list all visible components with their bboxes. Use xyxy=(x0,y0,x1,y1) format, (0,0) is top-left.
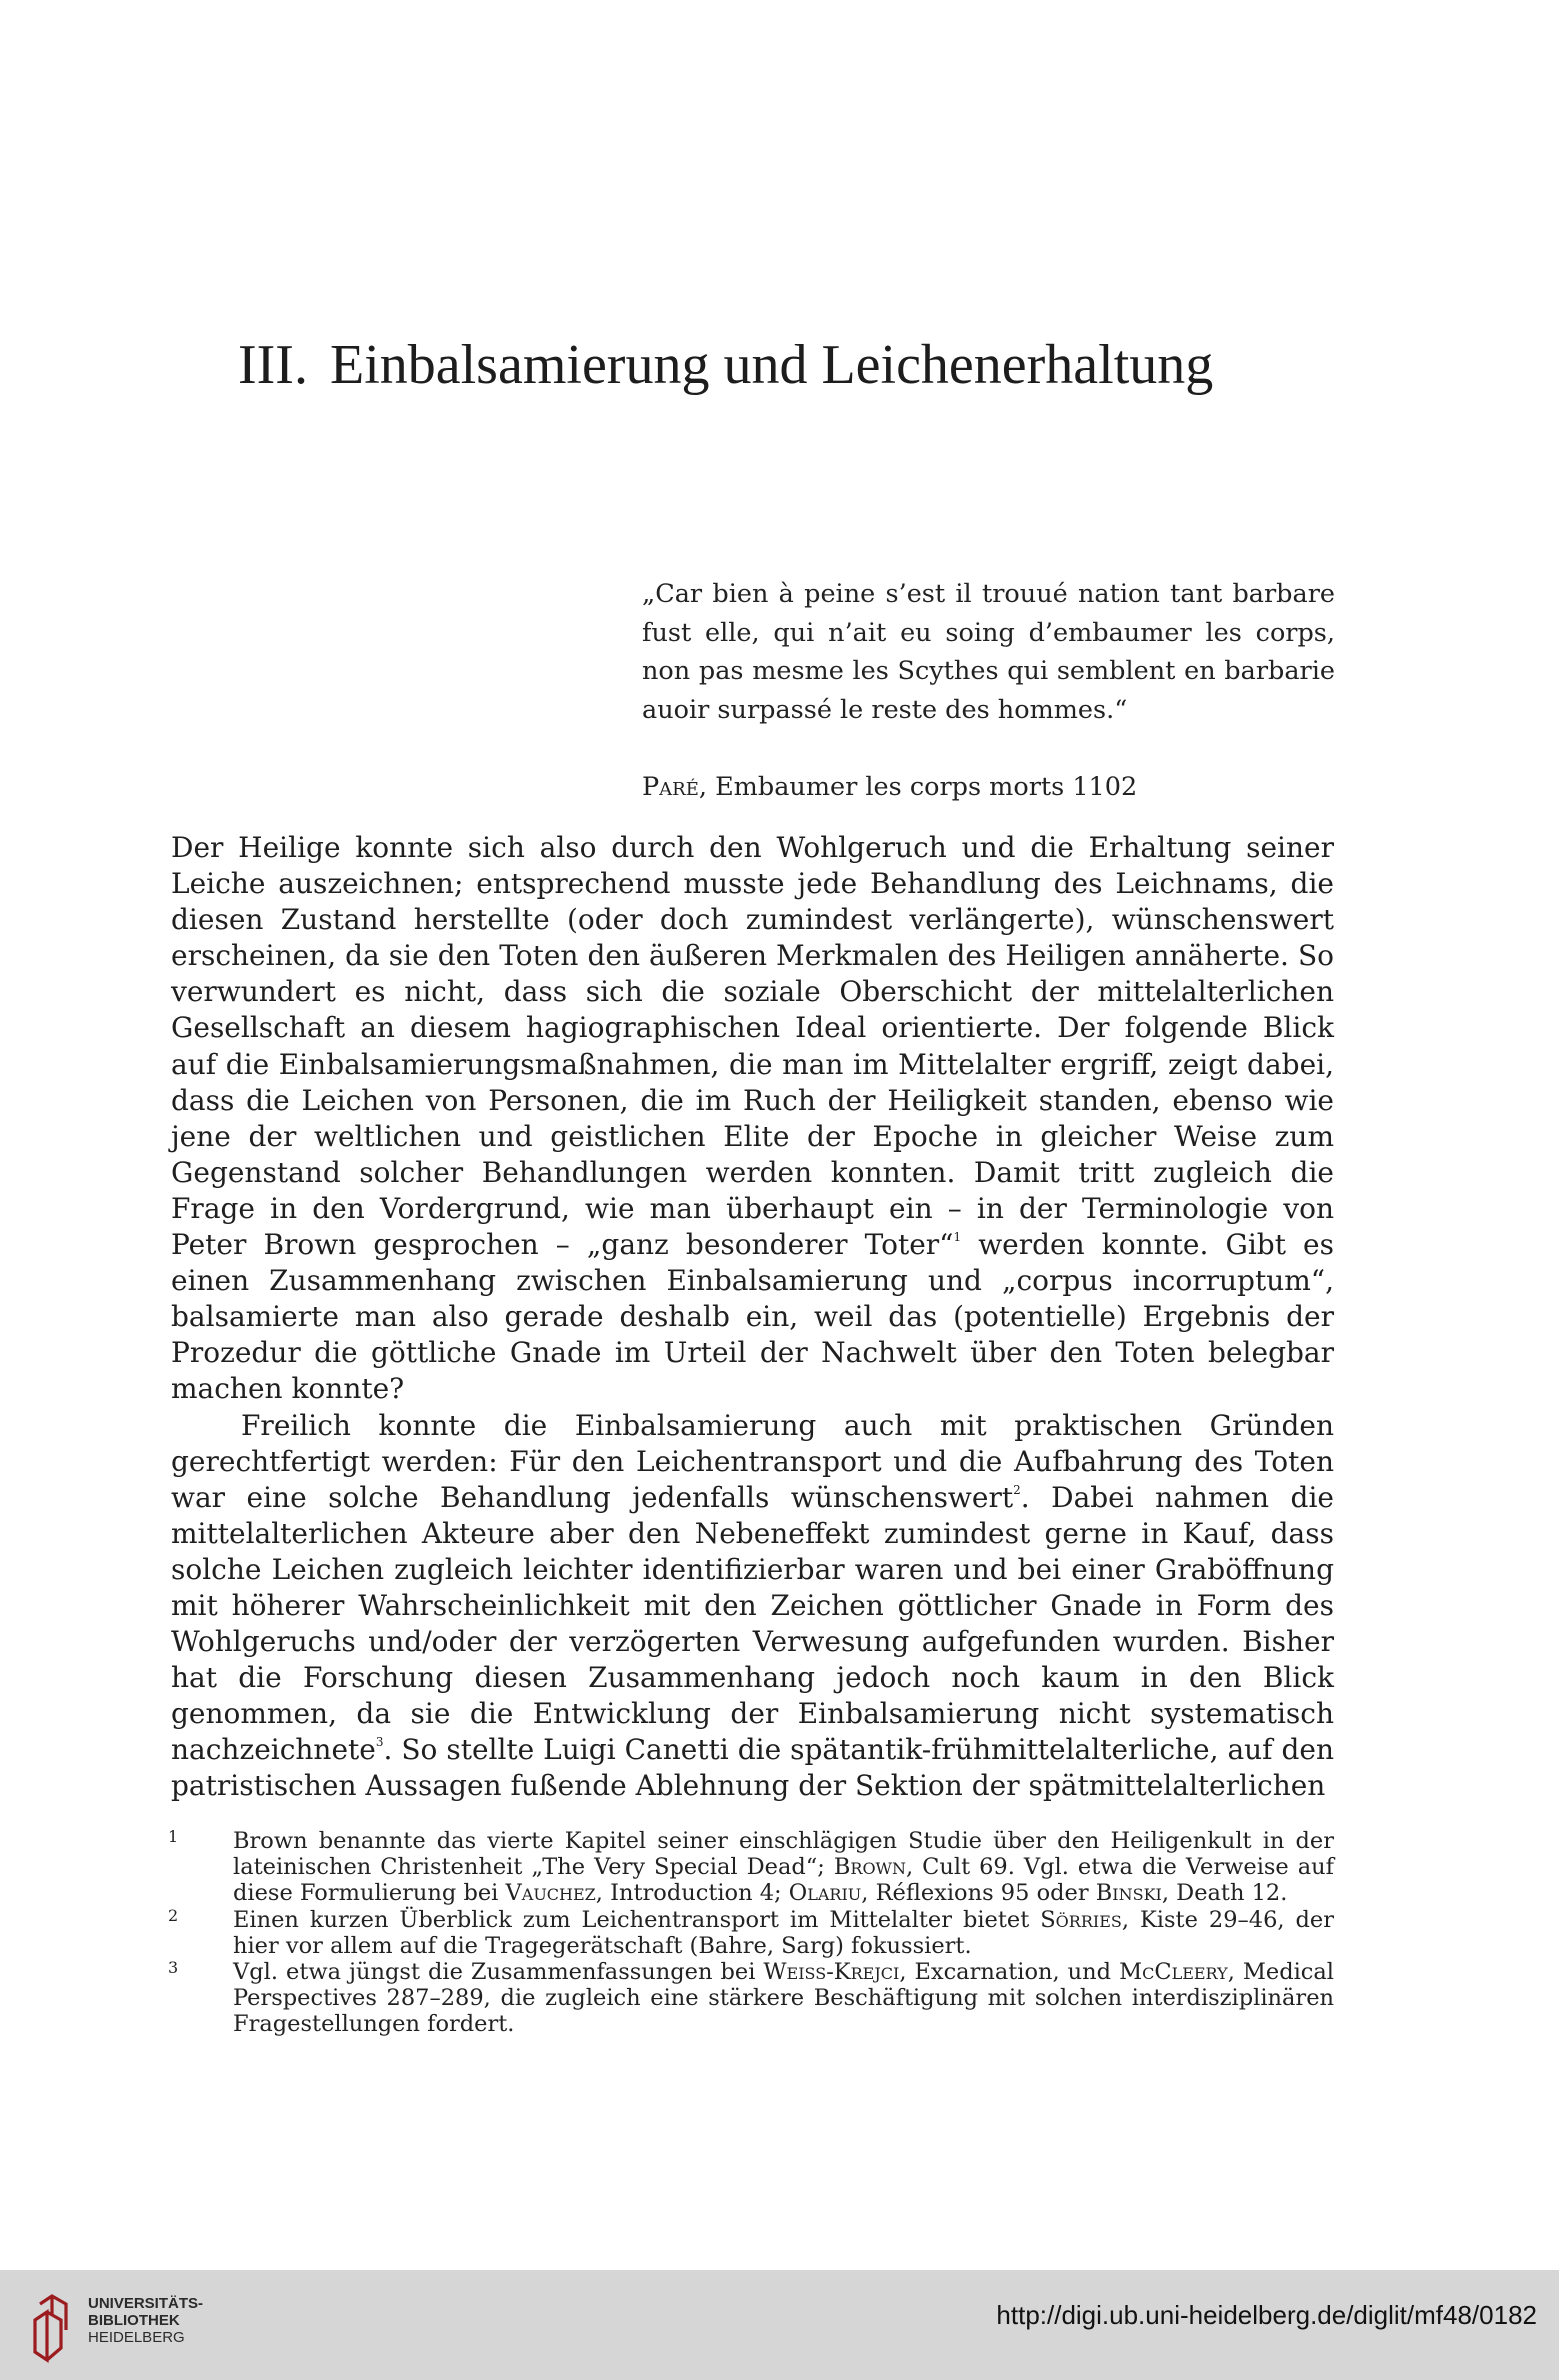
paragraph-2-text-c: . So stellte Luigi Canetti die spätantik-frühmittelalterliche, auf den patristischen Aussagen fußende Ablehnung der Sektion der spätmittelalterlichen xyxy=(171,1733,1334,1803)
footnote-text: , Medical Perspectives 287–289, die zugleich eine stärkere Beschäftigung mit solchen interdisziplinären Fragestellungen fordert. xyxy=(233,1959,1335,2038)
logo-line: BIBLIOTHEK xyxy=(88,2312,180,2329)
footnote-author: Weiss-Krejci xyxy=(763,1959,900,1986)
footnote-text: , Death 12. xyxy=(1161,1880,1288,1907)
chapter-title-text: Einbalsamierung und Leichenerhaltung xyxy=(330,334,1214,396)
paragraph-1-text-b: werden konnte. Gibt es einen Zusammenhang zwischen Einbalsamierung und „corpus incorruptum“, balsamierte man also gerade deshalb ein, weil das (potentielle) Ergebnis der Prozedur die göttliche Gnade im Urteil der Nachwelt über den Toten belegbar machen konnte? xyxy=(171,1228,1334,1406)
epigraph-source xyxy=(642,768,1335,807)
paragraph-2-text-b: . Dabei nahmen die mittelalterlichen Akteure aber den Nebeneffekt zumindest gerne in Kauf, dass solche Leichen zugleich leichter identifizierbar waren und bei einer Graböffnung mit höherer Wahrscheinlichkeit mit den Zeichen göttlicher Gnade in Form des Wohlgeruchs und/oder der verzögerten Verwesung aufgefunden wurden. Bisher hat die Forschung diesen Zusammenhang jedoch noch kaum in den Blick genommen, da sie die Entwicklung der Einbalsamierung nicht systematisch nachzeichnete xyxy=(171,1480,1334,1767)
footnote-author: Sörries xyxy=(1040,1906,1122,1933)
digital-object-url[interactable]: http://digi.ub.uni-heidelberg.de/diglit/mf48/0182 xyxy=(996,2300,1537,2330)
paragraph-2 xyxy=(171,1408,1334,1805)
footnote-number: 1 xyxy=(168,1827,179,1846)
footnote-text: , Cult 69. Vgl. etwa die Verweise auf diese Formulierung bei xyxy=(233,1854,1334,1907)
epigraph-source-author: Paré xyxy=(642,772,699,802)
footnote-ref-3[interactable]: 3 xyxy=(375,1735,384,1750)
chapter-number: III. xyxy=(238,334,308,396)
footnote-text: , Excarnation, und xyxy=(899,1959,1120,1986)
footnote-number: 3 xyxy=(168,1958,179,1978)
footnote-author: Brown xyxy=(833,1854,907,1881)
epigraph-quote: „Car bien à peine s’est il trouué nation tant barbare fust elle, qui n’ait eu soing d’embaumer les corps, non pas mesme les Scythes qui semblent en barbarie auoir surpassé le reste des hommes.“ xyxy=(642,579,1335,725)
library-logo-icon xyxy=(32,2290,72,2364)
footnote-text: Brown benannte das vierte Kapitel seiner einschlägigen Studie über den Heiligenkult in der lateinischen Christenheit „The Very Special Dead“; xyxy=(233,1828,1334,1881)
epigraph-source-work: , Embaumer les corps morts 1102 xyxy=(698,772,1138,802)
epigraph xyxy=(642,575,1335,807)
footnote-text: , Introduction 4; xyxy=(595,1880,789,1907)
footnote-text: Einen kurzen Überblick zum Leichentransport im Mittelalter bietet xyxy=(233,1906,1041,1933)
paragraph-1 xyxy=(171,830,1334,1408)
footnote-ref-1[interactable]: 1 xyxy=(953,1230,962,1245)
logo-line: UNIVERSITÄTS- xyxy=(88,2295,204,2312)
footnote-ref-2[interactable]: 2 xyxy=(1013,1482,1021,1497)
logo-line: HEIDELBERG xyxy=(88,2329,185,2346)
chapter-title xyxy=(238,330,1213,400)
footnote-text: Vgl. etwa jüngst die Zusammenfassungen bei xyxy=(233,1959,764,1986)
library-logo-text xyxy=(88,2295,203,2346)
footnote-1 xyxy=(168,1828,1334,1907)
footnote-author: Binski xyxy=(1095,1880,1162,1907)
footnote-2 xyxy=(168,1907,1334,1959)
paragraph-2-text-a: Freilich konnte die Einbalsamierung auch mit praktischen Gründen gerechtfertigt werden: Für den Leichentransport und die Aufbahrung des Toten war eine solche Behandlung jedenfalls wünschenswert xyxy=(171,1408,1334,1514)
body-text xyxy=(171,830,1334,1805)
footnote-text: , Kiste 29–46, der hier vor allem auf die Tragegerätschaft (Bahre, Sarg) fokussiert. xyxy=(233,1906,1334,1959)
footnote-author: Olariu xyxy=(788,1880,862,1907)
footnote-author: Vauchez xyxy=(505,1880,596,1907)
footnote-author: McCleery xyxy=(1119,1959,1228,1986)
footnotes xyxy=(168,1828,1334,2038)
footnote-text: , Réflexions 95 oder xyxy=(861,1880,1096,1907)
paragraph-1-text-a: Der Heilige konnte sich also durch den Wohlgeruch und die Erhaltung seiner Leiche auszeichnen; entsprechend musste jede Behandlung des Leichnams, die diesen Zustand herstellte (oder doch zumindest verlängerte), wünschenswert erscheinen, da sie den Toten den äußeren Merkmalen des Heiligen annäherte. So verwundert es nicht, dass sich die soziale Oberschicht der mittelalterlichen Gesellschaft an diesem hagiographischen Ideal orientierte. Der folgende Blick auf die Einbalsamierungsmaßnahmen, die man im Mittelalter ergriff, zeigt dabei, dass die Leichen von Personen, die im Ruch der Heiligkeit standen, ebenso wie jene der weltlichen und geistlichen Elite der Epoche in gleicher Weise zum Gegenstand solcher Behandlungen werden konnten. Damit tritt zugleich die Frage in den Vordergrund, wie man überhaupt ein – in der Terminologie von Peter Brown gesprochen – „ganz besonderer Toter“ xyxy=(171,831,1334,1262)
footer-bar xyxy=(0,2270,1559,2380)
footnote-3 xyxy=(168,1959,1334,2038)
footnote-number: 2 xyxy=(168,1905,179,1925)
